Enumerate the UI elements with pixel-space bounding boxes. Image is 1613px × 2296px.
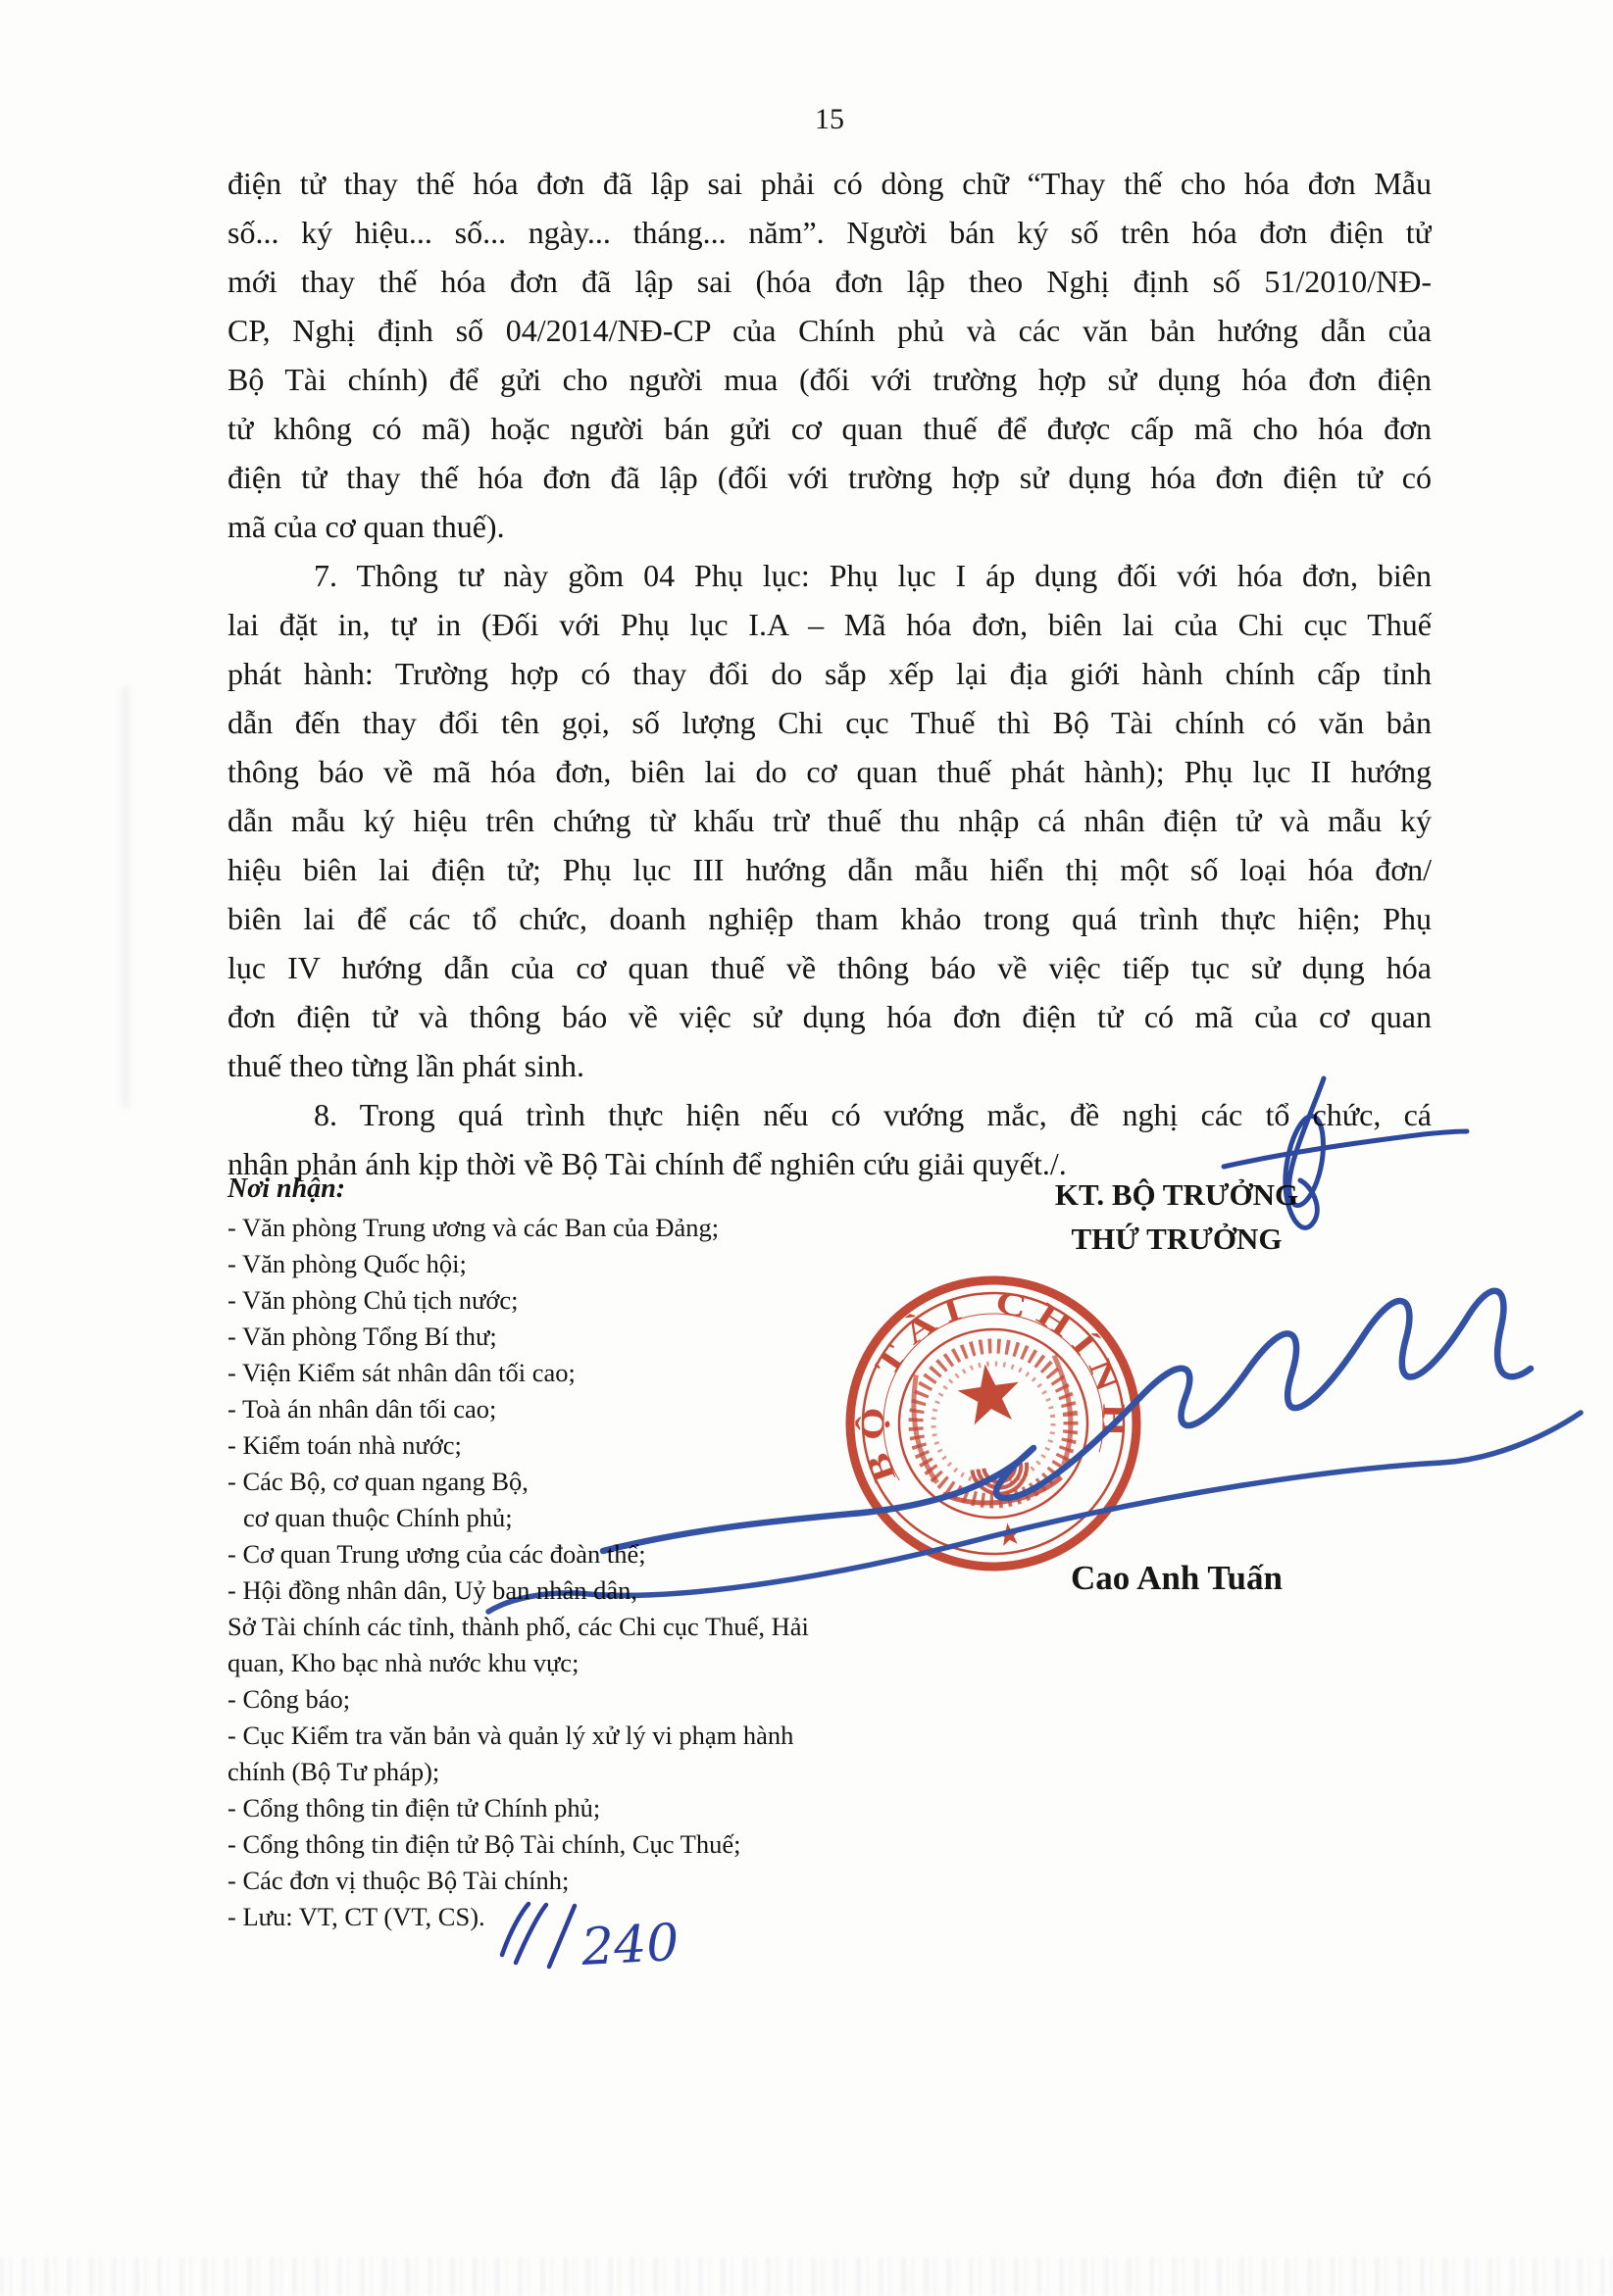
recipients-header: Nơi nhận: [227, 1173, 346, 1204]
seal-text: BỘ TÀI CHÍNH [855, 1284, 1132, 1487]
recipient-line: - Văn phòng Trung ương và các Ban của Đảng; [227, 1213, 720, 1242]
seal-star-icon [954, 1360, 1023, 1426]
signer-role-title: KT. BỘ TRƯỞNG [1054, 1177, 1299, 1212]
recipient-line: - Viện Kiểm sát nhân dân tối cao; [227, 1358, 576, 1387]
recipient-line: - Các đơn vị thuộc Bộ Tài chính; [227, 1866, 570, 1895]
recipient-line: - Toà án nhân dân tối cao; [227, 1394, 497, 1423]
body-line: hiệu biên lai điện tử; Phụ lục III hướng dẫn mẫu hiển thị một số loại hóa đơn/ [227, 852, 1432, 887]
recipient-line: - Kiểm toán nhà nước; [227, 1430, 462, 1460]
body-line: số... ký hiệu... số... ngày... tháng... năm”. Người bán ký số trên hóa đơn điện tử [227, 215, 1432, 250]
scan-edge-noise [0, 2257, 1613, 2296]
recipient-line: chính (Bộ Tư pháp); [227, 1757, 440, 1786]
body-line: mã của cơ quan thuế). [227, 509, 505, 544]
body-line: biên lai để các tổ chức, doanh nghiệp tham khảo trong quá trình thực hiện; Phụ [227, 901, 1432, 936]
signer-role-subtitle: THỨ TRƯỞNG [1071, 1222, 1283, 1256]
recipient-line: - Cổng thông tin điện tử Chính phủ; [227, 1793, 601, 1822]
body-line: dẫn đến thay đổi tên gọi, số lượng Chi cục Thuế thì Bộ Tài chính có văn bản [227, 705, 1432, 740]
recipient-line: - Công báo; [227, 1684, 351, 1714]
recipient-line: - Cơ quan Trung ương của các đoàn thể; [227, 1539, 646, 1569]
recipient-line: - Các Bộ, cơ quan ngang Bộ, [227, 1467, 529, 1496]
body-line: CP, Nghị định số 04/2014/NĐ-CP của Chính phủ và các văn bản hướng dẫn của [227, 313, 1432, 348]
scan-smudge-artifact [122, 686, 129, 1108]
signer-name: Cao Anh Tuấn [1071, 1559, 1283, 1597]
signature-block [971, 1173, 1383, 1261]
recipient-line: Sở Tài chính các tỉnh, thành phố, các Chi cục Thuế, Hải [227, 1612, 809, 1641]
body-line: tử không có mã) hoặc người bán gửi cơ quan thuế để được cấp mã cho hóa đơn [227, 411, 1432, 446]
body-line: 7. Thông tư này gồm 04 Phụ lục: Phụ lục I áp dụng đối với hóa đơn, biên [314, 558, 1432, 593]
page-number: 15 [815, 103, 844, 135]
recipient-line: - Văn phòng Tổng Bí thư; [227, 1322, 497, 1351]
recipient-line: - Lưu: VT, CT (VT, CS). [227, 1902, 485, 1931]
body-line: đơn điện tử và thông báo về việc sử dụng hóa đơn điện tử có mã của cơ quan [227, 999, 1432, 1034]
body-line: 8. Trong quá trình thực hiện nếu có vướng mắc, đề nghị các tổ chức, cá [314, 1097, 1432, 1132]
recipient-line: quan, Kho bạc nhà nước khu vực; [227, 1648, 580, 1677]
body-line: thuế theo từng lần phát sinh. [227, 1048, 584, 1083]
body-line: Bộ Tài chính) để gửi cho người mua (đối với trường hợp sử dụng hóa đơn điện [227, 362, 1432, 397]
body-line: phát hành: Trường hợp có thay đổi do sắp xếp lại địa giới hành chính cấp tỉnh [227, 656, 1432, 691]
body-text [227, 159, 1432, 1188]
body-line: điện tử thay thế hóa đơn đã lập (đối với trường hợp sử dụng hóa đơn điện tử có [227, 460, 1432, 495]
seal-bottom-star-icon [995, 1522, 1022, 1547]
body-line: lục IV hướng dẫn của cơ quan thuế về thông báo về việc tiếp tục sử dụng hóa [227, 950, 1432, 985]
recipients-list [227, 1169, 904, 1935]
recipient-line: - Văn phòng Chủ tịch nước; [227, 1285, 519, 1315]
svg-text:240: 240 [580, 1913, 680, 1977]
body-line: điện tử thay thế hóa đơn đã lập sai phải có dòng chữ “Thay thế cho hóa đơn Mẫu [227, 166, 1432, 201]
recipient-line: - Cổng thông tin điện tử Bộ Tài chính, Cục Thuế; [227, 1829, 741, 1859]
body-line: lai đặt in, tự in (Đối với Phụ lục I.A – Mã hóa đơn, biên lai của Chi cục Thuế [227, 607, 1432, 642]
recipient-line: - Hội đồng nhân dân, Uỷ ban nhân dân, [227, 1575, 638, 1605]
body-line: thông báo về mã hóa đơn, biên lai do cơ quan thuế phát hành); Phụ lục II hướng [227, 754, 1432, 789]
body-line: nhân phản ánh kịp thời về Bộ Tài chính để nghiên cứu giải quyết./. [227, 1146, 1067, 1181]
recipient-line: cơ quan thuộc Chính phủ; [243, 1503, 513, 1532]
body-line: dẫn mẫu ký hiệu trên chứng từ khấu trừ thuế thu nhập cá nhân điện tử và mẫu ký [227, 803, 1432, 838]
body-line: mới thay thế hóa đơn đã lập sai (hóa đơn lập theo Nghị định số 51/2010/NĐ- [227, 264, 1432, 299]
recipient-line: - Văn phòng Quốc hội; [227, 1249, 467, 1278]
recipient-line: - Cục Kiểm tra văn bản và quản lý xử lý vi phạm hành [227, 1721, 794, 1750]
